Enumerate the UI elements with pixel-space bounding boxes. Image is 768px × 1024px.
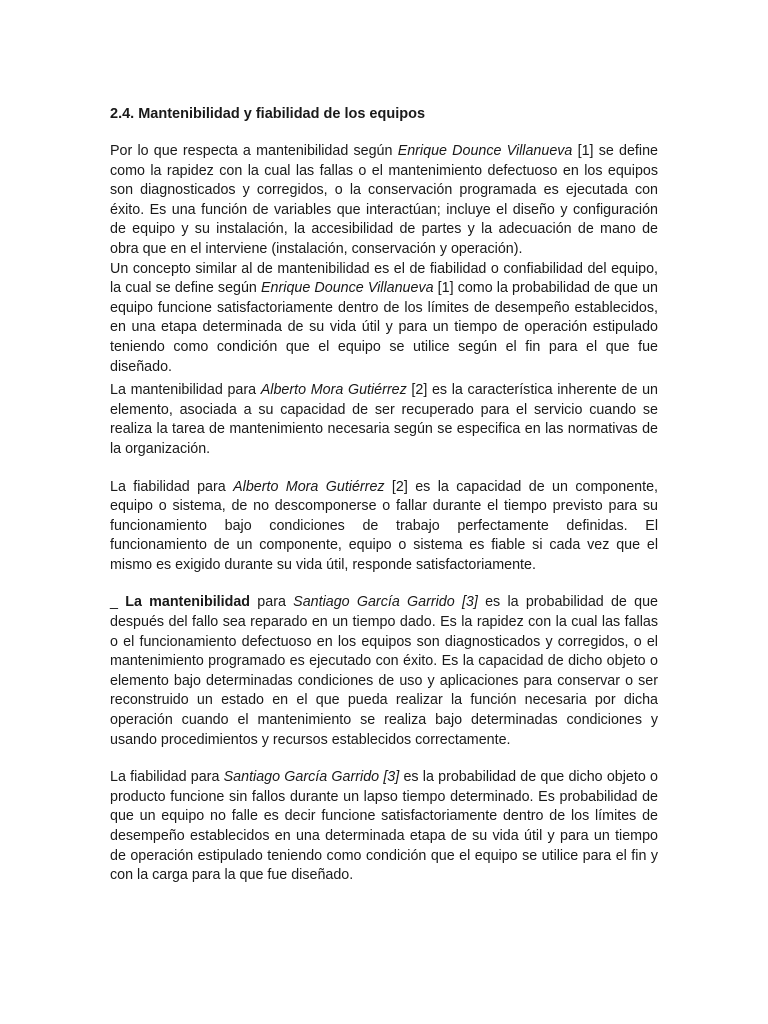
paragraph-text: [1] se define como la rapidez con la cual las fallas o el mantenimiento defectuoso en los equipos son diagnosticados y corregidos, o la conservación programada es ejecutada con éxito. Es una función de variables que interactúan; incluye el diseño y configuración de equipo y su instalación, la accesibilidad de partes y la adecuación de mano de obra que en el interviene (instalación, conservación y operación). bbox=[110, 143, 658, 257]
author-name: Santiago García Garrido [3] bbox=[293, 594, 478, 611]
paragraph-fiabilidad-mora bbox=[110, 478, 658, 576]
paragraph-mantenibilidad-mora bbox=[110, 381, 658, 459]
section-heading: 2.4. Mantenibilidad y fiabilidad de los equipos bbox=[110, 106, 426, 122]
paragraph-text: [2] es la capacidad de un componente, equipo o sistema, de no descomponerse o fallar durante el tiempo previsto para su funcionamiento bajo condiciones de trabajo perfectamente definidas. El funcionamiento de un componente, equipo o sistema es fiable si cada vez que el mismo es exigido durante su vida útil, responde satisfactoriamente. bbox=[110, 478, 659, 573]
paragraph-text: para bbox=[250, 594, 294, 611]
bold-term: La mantenibilidad bbox=[125, 594, 251, 611]
paragraph-text: Un concepto similar al de mantenibilidad es el de fiabilidad o confiabilidad del equipo, la cual se define según bbox=[110, 260, 658, 297]
author-name: Enrique Dounce Villanueva bbox=[261, 280, 434, 297]
paragraph-text: es la probabilidad de que después del fallo sea reparado en un tiempo dado. Es la rapidez con la cual las fallas o el funcionamiento defectuoso en los equipos son diagnosticados y corregidos, o el mantenimiento programado es ejecutado con éxito. Es la capacidad de dicho objeto o elemento bajo determinadas condiciones de uso y aplicaciones para conservar o ser reconstruido un estado en el que pueda realizar la función necesaria por dicha operación cuando el mantenimiento se realiza bajo determinadas condiciones y usando procedimientos y recursos establecidos correctamente. bbox=[110, 594, 658, 748]
author-name: Enrique Dounce Villanueva bbox=[397, 143, 573, 159]
paragraph-text: La fiabilidad para bbox=[110, 769, 224, 786]
paragraph-mantenibilidad-garcia bbox=[110, 593, 658, 750]
document-page bbox=[110, 104, 658, 886]
paragraph-text: [1] como la probabilidad de que un equipo funcione satisfactoriamente dentro de los límites de desempeño establecidos, en una etapa determinada de su vida útil y para un tiempo de operación estipulado teniendo como condición que el equipo se utilice según el fin para el que fue diseñado. bbox=[110, 280, 658, 375]
paragraph-fiabilidad-garcia bbox=[110, 768, 658, 886]
author-name: Santiago García Garrido [3] bbox=[223, 769, 400, 786]
paragraph-text: es la probabilidad de que dicho objeto o producto funcione sin fallos durante un lapso tiempo determinado. Es probabilidad de que un equipo no falle es decir funcione satisfactoriamente dentro de los límites de desempeño establecidos en una determinada etapa de su vida útil y para un tiempo de operación estipulado teniendo como condición que el equipo se utilice para el fin y con la carga para la que fue diseñado. bbox=[110, 769, 658, 884]
paragraph-fiabilidad-dounce bbox=[110, 260, 658, 378]
paragraph-mantenibilidad-dounce bbox=[110, 142, 658, 260]
paragraph-text: Por lo que respecta a mantenibilidad según bbox=[110, 143, 398, 159]
paragraph-text: La mantenibilidad para bbox=[110, 382, 261, 399]
paragraph-text: La fiabilidad para bbox=[110, 478, 234, 495]
author-name: Alberto Mora Gutiérrez bbox=[260, 382, 407, 399]
author-name: Alberto Mora Gutiérrez bbox=[233, 478, 385, 495]
paragraph-text: [2] es la característica inherente de un elemento, asociada a su capacidad de ser recuperado para el servicio cuando se realiza la tarea de mantenimiento necesaria según se especifica en las normativas de la organización. bbox=[110, 382, 658, 457]
underscore-mark: _ bbox=[110, 594, 118, 611]
